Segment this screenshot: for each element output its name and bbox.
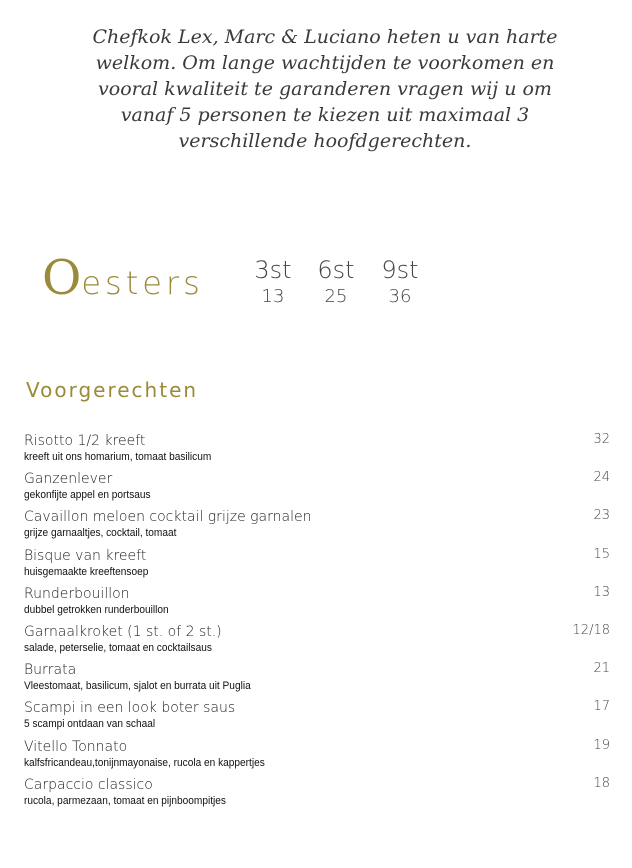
menu-item-description: kalfsfricandeau,tonijnmayonaise, rucola en kappertjes [24,756,265,769]
oester-option [375,256,425,307]
menu-item-description: dubbel getrokken runderbouillon [24,603,169,616]
section-title-voorgerechten: Voorgerechten [26,378,199,402]
oesters-heading [42,250,204,310]
menu-item-description: rucola, parmezaan, tomaat en pijnboompitjes [24,794,226,807]
oesters-title-rest: esters [81,264,204,302]
menu-item-price: 23 [593,508,610,524]
menu-item-price: 12/18 [572,622,610,638]
menu-item-description: 5 scampi ontdaan van schaal [24,718,156,731]
oester-price: 25 [324,286,348,307]
menu-item-name: Risotto 1/2 kreeft [24,433,146,449]
oester-price: 13 [261,286,285,307]
menu-item [24,585,610,623]
oester-qty: 9st [381,256,419,284]
menu-item-price: 13 [593,584,610,600]
menu-item-description: Vleestomaat, basilicum, sjalot en burrata uit Puglia [24,680,251,693]
menu-item-price: 32 [593,432,610,447]
oester-qty: 6st [317,256,355,284]
menu-item-description: huisgemaakte kreeftensoep [24,565,149,578]
menu-item-price: 18 [593,775,610,791]
menu-item [24,699,610,737]
menu-item-name: Bisque van kreeft [24,547,147,564]
menu-item-name: Vitello Tonnato [24,738,128,755]
menu-item-description: kreeft uit ons homarium, tomaat basilicum [24,451,212,463]
menu-item-name: Cavaillon meloen cocktail grijze garnalen [24,509,312,526]
menu-item [24,738,610,776]
menu-item-name: Runderbouillon [24,585,130,602]
oester-option [311,256,361,307]
menu-item [24,776,610,814]
oesters-title-initial: O [42,250,82,306]
menu-item-name: Garnaalkroket (1 st. of 2 st.) [24,623,222,640]
oesters-title [42,250,204,306]
menu-item [24,470,610,508]
intro-line: vanaf 5 personen te kiezen uit maximaal 3 [120,104,530,126]
menu-item [24,623,610,661]
intro-line: Chefkok Lex, Marc & Luciano heten u van harte [92,26,558,48]
menu-item-name: Burrata [24,662,77,679]
oester-option [248,256,298,307]
menu-list [24,432,610,814]
oester-qty: 3st [254,256,292,284]
oester-price: 36 [388,286,412,307]
menu-item-description: salade, peterselie, tomaat en cocktailsaus [24,641,212,654]
intro-line: verschillende hoofdgerechten. [178,130,472,152]
menu-item [24,432,610,470]
menu-item-name: Scampi in een look boter saus [24,700,236,717]
menu-item [24,508,610,546]
menu-item [24,661,610,699]
menu-item [24,547,610,585]
menu-item-price: 19 [593,737,610,753]
menu-item-price: 24 [593,470,610,486]
menu-item-name: Ganzenlever [24,471,113,488]
menu-item-name: Carpaccio classico [24,776,153,793]
intro-line: vooral kwaliteit te garanderen vragen wij u om [98,78,552,100]
menu-item-description: grijze garnaaltjes, cocktail, tomaat [24,527,177,540]
menu-item-price: 21 [593,661,610,677]
intro-line: welkom. Om lange wachtijden te voorkomen en [95,52,555,74]
menu-item-price: 15 [593,546,610,562]
intro-text [90,24,560,154]
menu-item-price: 17 [593,699,610,715]
menu-item-description: gekonfijte appel en portsaus [24,489,151,502]
